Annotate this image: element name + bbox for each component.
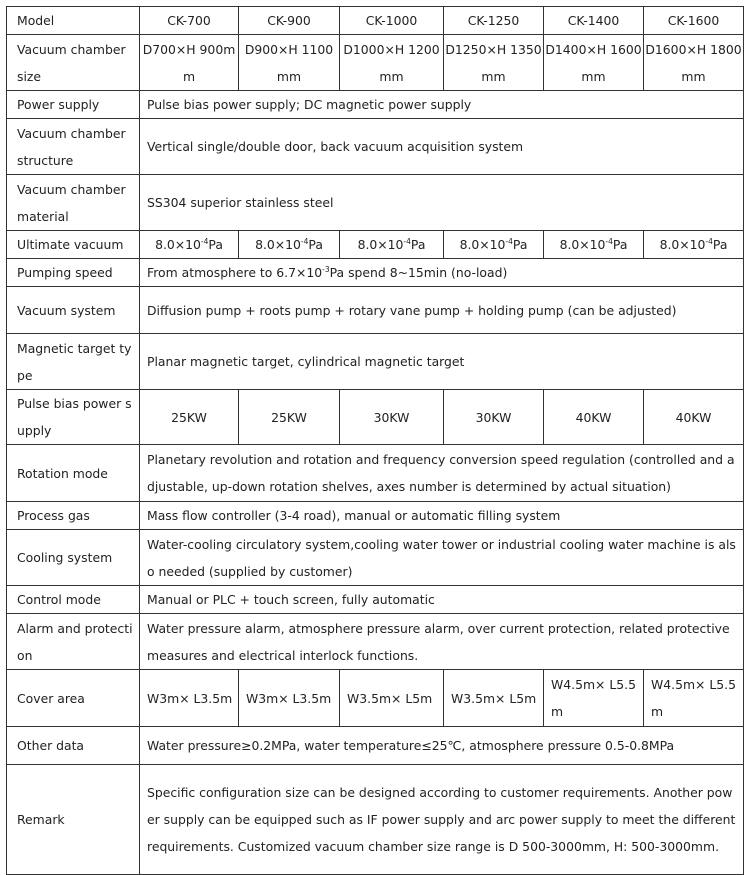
row-ultimate-vacuum [7, 231, 744, 259]
row-pumping-speed [7, 259, 744, 287]
row-process-gas [7, 502, 744, 530]
row-power-supply [7, 91, 744, 119]
ultimate-vacuum-cell: $8.0\times 10^{-4}Pa$ [444, 231, 544, 259]
row-label: Cooling system [7, 530, 140, 586]
row-other-data [7, 727, 744, 765]
alarm-value: Water pressure alarm, atmosphere pressure alarm, over current protection, related protective measures and electrical interlock functions. [140, 614, 744, 670]
row-label: Model [7, 7, 140, 35]
cover-area-cell: W3.5m× L5m [444, 670, 544, 727]
chamber-size-cell: D1000×H 1200mm [340, 35, 444, 91]
row-label: Other data [7, 727, 140, 765]
row-label: Vacuum chamber structure [7, 119, 140, 175]
chamber-size-cell: D1250×H 1350mm [444, 35, 544, 91]
pulse-bias-cell: 30KW [340, 390, 444, 445]
ultimate-vacuum-cell: $8.0\times 10^{-4}Pa$ [544, 231, 644, 259]
row-pulse-bias [7, 390, 744, 445]
cover-area-cell: W3m× L3.5m [239, 670, 340, 727]
row-vacuum-system [7, 287, 744, 334]
row-magnetic-target [7, 334, 744, 390]
row-chamber-structure [7, 119, 744, 175]
pulse-bias-cell: 25KW [140, 390, 239, 445]
pulse-bias-cell: 25KW [239, 390, 340, 445]
other-data-value: Water pressure≥0.2MPa, water temperature≤25℃, atmosphere pressure 0.5-0.8MPa [140, 727, 744, 765]
vacuum-system-value: Diffusion pump + roots pump + rotary vane pump + holding pump (can be adjusted) [140, 287, 744, 334]
row-label: Remark [7, 765, 140, 875]
row-label: Cover area [7, 670, 140, 727]
cover-area-cell: W3m× L3.5m [140, 670, 239, 727]
row-label: Power supply [7, 91, 140, 119]
model-cell: CK-1600 [644, 7, 744, 35]
chamber-size-cell: D1600×H 1800mm [644, 35, 744, 91]
row-cover-area [7, 670, 744, 727]
row-label: Vacuum chamber size [7, 35, 140, 91]
row-label: Pumping speed [7, 259, 140, 287]
ultimate-vacuum-cell: $8.0\times 10^{-4}Pa$ [644, 231, 744, 259]
row-alarm [7, 614, 744, 670]
pumping-speed-value: From atmosphere to $6.7\times 10^{-3}Pa$ spend 8~15min (no-load) [140, 259, 744, 287]
pulse-bias-cell: 40KW [544, 390, 644, 445]
process-gas-value: Mass flow controller (3-4 road), manual or automatic filling system [140, 502, 744, 530]
row-model [7, 7, 744, 35]
model-cell: CK-1000 [340, 7, 444, 35]
ultimate-vacuum-cell: $8.0\times 10^{-4}Pa$ [239, 231, 340, 259]
ultimate-vacuum-cell: $8.0\times 10^{-4}Pa$ [140, 231, 239, 259]
cover-area-cell: W4.5m× L5.5m [644, 670, 744, 727]
row-chamber-size [7, 35, 744, 91]
chamber-size-cell: D900×H 1100mm [239, 35, 340, 91]
row-rotation-mode [7, 445, 744, 502]
row-label: Rotation mode [7, 445, 140, 502]
rotation-mode-value: Planetary revolution and rotation and frequency conversion speed regulation (controlled and adjustable, up-down rotation shelves, axes number is determined by actual situation) [140, 445, 744, 502]
chamber-structure-value: Vertical single/double door, back vacuum acquisition system [140, 119, 744, 175]
chamber-size-cell: D1400×H 1600mm [544, 35, 644, 91]
cooling-system-value: Water-cooling circulatory system,cooling water tower or industrial cooling water machine is also needed (supplied by customer) [140, 530, 744, 586]
magnetic-target-value: Planar magnetic target, cylindrical magnetic target [140, 334, 744, 390]
row-label: Pulse bias power supply [7, 390, 140, 445]
row-label: Vacuum chamber material [7, 175, 140, 231]
row-label: Process gas [7, 502, 140, 530]
row-cooling-system [7, 530, 744, 586]
row-label: Vacuum system [7, 287, 140, 334]
power-supply-value: Pulse bias power supply; DC magnetic power supply [140, 91, 744, 119]
row-label: Magnetic target type [7, 334, 140, 390]
row-remark [7, 765, 744, 875]
pulse-bias-cell: 30KW [444, 390, 544, 445]
row-control-mode [7, 586, 744, 614]
cover-area-cell: W3.5m× L5m [340, 670, 444, 727]
control-mode-value: Manual or PLC + touch screen, fully automatic [140, 586, 744, 614]
cover-area-cell: W4.5m× L5.5m [544, 670, 644, 727]
row-chamber-material [7, 175, 744, 231]
model-cell: CK-700 [140, 7, 239, 35]
spec-table [6, 6, 744, 875]
row-label: Control mode [7, 586, 140, 614]
chamber-material-value: SS304 superior stainless steel [140, 175, 744, 231]
row-label: Alarm and protection [7, 614, 140, 670]
remark-value: Specific configuration size can be designed according to customer requirements. Another power supply can be equipped such as IF power supply and arc power supply to meet the different requirements. Customized vacuum chamber size range is D 500-3000mm, H: 500-3000mm. [140, 765, 744, 875]
row-label: Ultimate vacuum [7, 231, 140, 259]
chamber-size-cell: D700×H 900mm [140, 35, 239, 91]
model-cell: CK-1400 [544, 7, 644, 35]
model-cell: CK-1250 [444, 7, 544, 35]
pulse-bias-cell: 40KW [644, 390, 744, 445]
model-cell: CK-900 [239, 7, 340, 35]
ultimate-vacuum-cell: $8.0\times 10^{-4}Pa$ [340, 231, 444, 259]
